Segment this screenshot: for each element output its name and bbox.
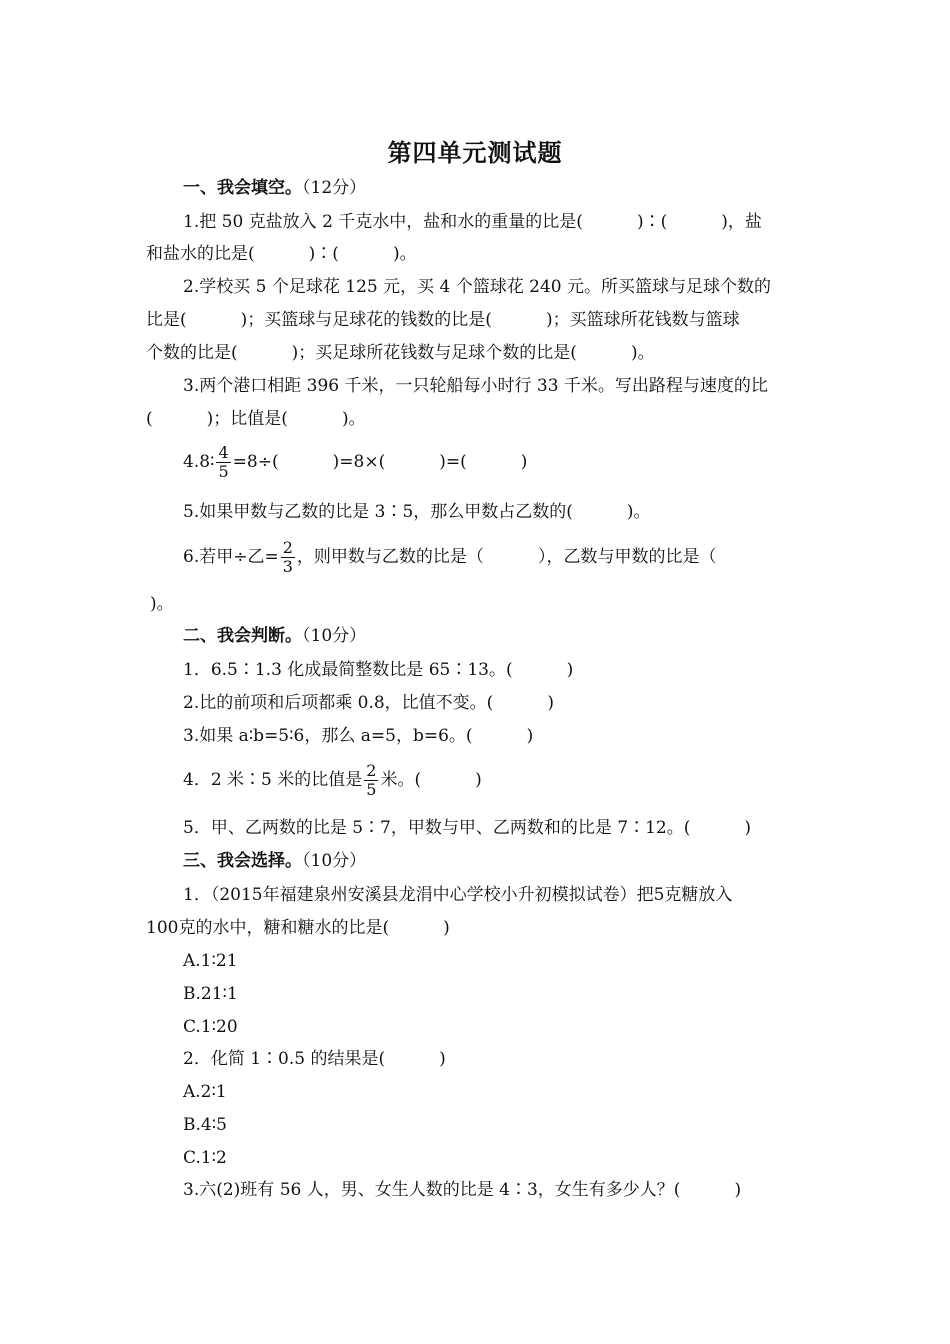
fill-q4-suffix: =8÷( )=8×( )=( ) xyxy=(232,452,528,472)
fill-q6-fraction xyxy=(281,539,295,576)
judge-q4-suffix: 米。( ) xyxy=(380,770,482,790)
fill-q1-line2: 和盐水的比是( )∶( )。 xyxy=(146,244,417,264)
section-judge-heading xyxy=(183,625,366,647)
fill-q6-line2: )。 xyxy=(150,594,174,614)
section-judge-score: （10分） xyxy=(302,626,367,646)
fill-q5: 5.如果甲数与乙数的比是 3∶5，那么甲数占乙数的( )。 xyxy=(183,502,651,522)
page-title: 第四单元测试题 xyxy=(387,138,563,167)
choose-q1-option-a: A.1∶21 xyxy=(183,951,238,971)
fill-q3-line2: ( )；比值是( )。 xyxy=(146,409,366,429)
choose-q2-option-a: A.2∶1 xyxy=(183,1082,227,1102)
fill-q2-line3: 个数的比是( )；买足球所花钱数与足球个数的比是( )。 xyxy=(146,343,655,363)
choose-q2-option-b: B.4∶5 xyxy=(183,1115,227,1135)
section-choose-label: 三、我会选择。 xyxy=(183,851,302,871)
fill-q2-line2: 比是( )；买篮球与足球花的钱数的比是( )；买篮球所花钱数与篮球 xyxy=(146,310,740,330)
judge-q2: 2.比的前项和后项都乘 0.8，比值不变。( ) xyxy=(183,693,554,713)
choose-q2: 2．化简 1∶0.5 的结果是( ) xyxy=(183,1049,446,1069)
fill-q2-line1: 2.学校买 5 个足球花 125 元，买 4 个篮球花 240 元。所买篮球与足球个数的 xyxy=(183,277,771,297)
fraction-denominator: 5 xyxy=(218,462,229,481)
fill-q4 xyxy=(183,440,527,484)
fill-q4-prefix: 4.8∶ xyxy=(183,452,215,472)
section-fill-heading xyxy=(183,177,366,199)
fraction-denominator: 5 xyxy=(366,780,377,799)
section-fill-score: （12分） xyxy=(302,178,367,198)
section-fill-label: 一、我会填空。 xyxy=(183,178,302,198)
section-choose-heading xyxy=(183,850,366,872)
fraction-numerator: 4 xyxy=(218,443,229,462)
fill-q1-line1: 1.把 50 克盐放入 2 千克水中，盐和水的重量的比是( )∶( )，盐 xyxy=(183,212,762,232)
section-choose-score: （10分） xyxy=(302,851,367,871)
judge-q4-fraction xyxy=(364,762,378,799)
choose-q1-line2: 100克的水中，糖和糖水的比是( ) xyxy=(146,918,450,938)
judge-q4-prefix: 4．2 米∶5 米的比值是 xyxy=(183,770,363,790)
fill-q6-suffix: ，则甲数与乙数的比是（ ），乙数与甲数的比是（ xyxy=(296,547,717,567)
choose-q2-option-c: C.1∶2 xyxy=(183,1148,227,1168)
fraction-denominator: 3 xyxy=(282,557,293,576)
fraction-numerator: 2 xyxy=(366,761,377,780)
choose-q3: 3.六(2)班有 56 人，男、女生人数的比是 4∶3，女生有多少人？( ) xyxy=(183,1180,742,1200)
judge-q1: 1．6.5∶1.3 化成最简整数比是 65∶13。( ) xyxy=(183,660,574,680)
fill-q6 xyxy=(183,535,716,579)
choose-q1-option-b: B.21∶1 xyxy=(183,984,238,1004)
judge-q3: 3.如果 a∶b=5∶6，那么 a=5，b=6。( ) xyxy=(183,726,534,746)
choose-q1-line1: 1．（2015年福建泉州安溪县龙涓中心学校小升初模拟试卷）把5克糖放入 xyxy=(183,885,733,905)
section-judge-label: 二、我会判断。 xyxy=(183,626,302,646)
fill-q6-prefix: 6.若甲÷乙= xyxy=(183,547,279,567)
choose-q1-option-c: C.1∶20 xyxy=(183,1017,238,1037)
judge-q5: 5．甲、乙两数的比是 5∶7，甲数与甲、乙两数和的比是 7∶12。( ) xyxy=(183,818,752,838)
judge-q4 xyxy=(183,758,482,802)
fraction-numerator: 2 xyxy=(282,538,293,557)
fill-q4-fraction xyxy=(216,444,230,481)
fill-q3-line1: 3.两个港口相距 396 千米，一只轮船每小时行 33 千米。写出路程与速度的比 xyxy=(183,376,768,396)
